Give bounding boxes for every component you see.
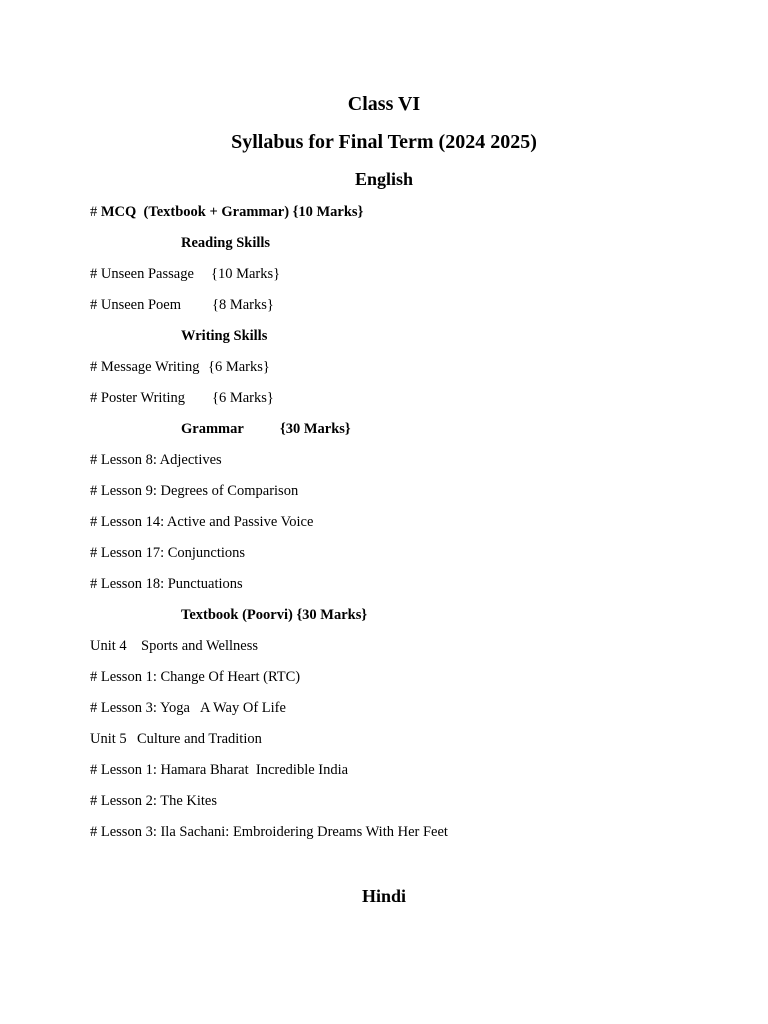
item-marks: {6 Marks} <box>208 359 270 375</box>
item-marks: {6 Marks} <box>212 390 274 406</box>
grammar-lesson: # Lesson 9: Degrees of Comparison <box>90 483 299 499</box>
grammar-heading-label: Grammar <box>181 421 244 437</box>
unit-title: Sports and Wellness <box>141 638 258 654</box>
mcq-line <box>90 203 363 221</box>
item-marks: {8 Marks} <box>212 297 274 313</box>
message-writing-line <box>90 358 270 376</box>
item-name: # Message Writing <box>90 359 200 375</box>
item-name: # Unseen Poem <box>90 297 182 313</box>
subject-heading-hindi: Hindi <box>361 886 407 906</box>
grammar-heading-marks: {30 Marks} <box>280 421 351 437</box>
unit-label: Unit 4 <box>90 638 127 654</box>
textbook-heading: Textbook (Poorvi) {30 Marks} <box>181 607 368 623</box>
item-name: # Poster Writing <box>90 390 186 406</box>
item-marks: {10 Marks} <box>211 266 281 282</box>
unit-label: Unit 5 <box>90 731 127 747</box>
term-title: Syllabus for Final Term (2024 2025) <box>231 131 537 153</box>
mcq-text: MCQ (Textbook + Grammar) {10 Marks} <box>100 204 364 220</box>
unseen-poem-line <box>90 296 274 314</box>
textbook-lesson: # Lesson 1: Hamara Bharat Incredible India <box>90 762 349 778</box>
mcq-hash: # <box>90 204 98 220</box>
textbook-lesson: # Lesson 2: The Kites <box>90 793 217 809</box>
reading-skills-heading: Reading Skills <box>181 235 271 251</box>
class-title: Class VI <box>347 93 421 115</box>
textbook-lesson: # Lesson 3: Yoga A Way Of Life <box>90 700 286 716</box>
unseen-passage-line <box>90 265 280 283</box>
grammar-lesson: # Lesson 14: Active and Passive Voice <box>90 514 314 530</box>
subject-heading-english: English <box>354 169 414 189</box>
grammar-lesson: # Lesson 18: Punctuations <box>90 576 243 592</box>
unit-5-line <box>90 730 262 748</box>
poster-writing-line <box>90 389 274 407</box>
textbook-lesson: # Lesson 1: Change Of Heart (RTC) <box>90 669 301 685</box>
item-name: # Unseen Passage <box>90 266 194 282</box>
unit-4-line <box>90 637 258 655</box>
unit-title: Culture and Tradition <box>137 731 262 747</box>
writing-skills-heading: Writing Skills <box>181 328 268 344</box>
grammar-lesson: # Lesson 17: Conjunctions <box>90 545 246 561</box>
grammar-lesson: # Lesson 8: Adjectives <box>90 452 222 468</box>
grammar-heading <box>181 420 351 438</box>
textbook-lesson: # Lesson 3: Ila Sachani: Embroidering Dreams With Her Feet <box>90 824 448 840</box>
